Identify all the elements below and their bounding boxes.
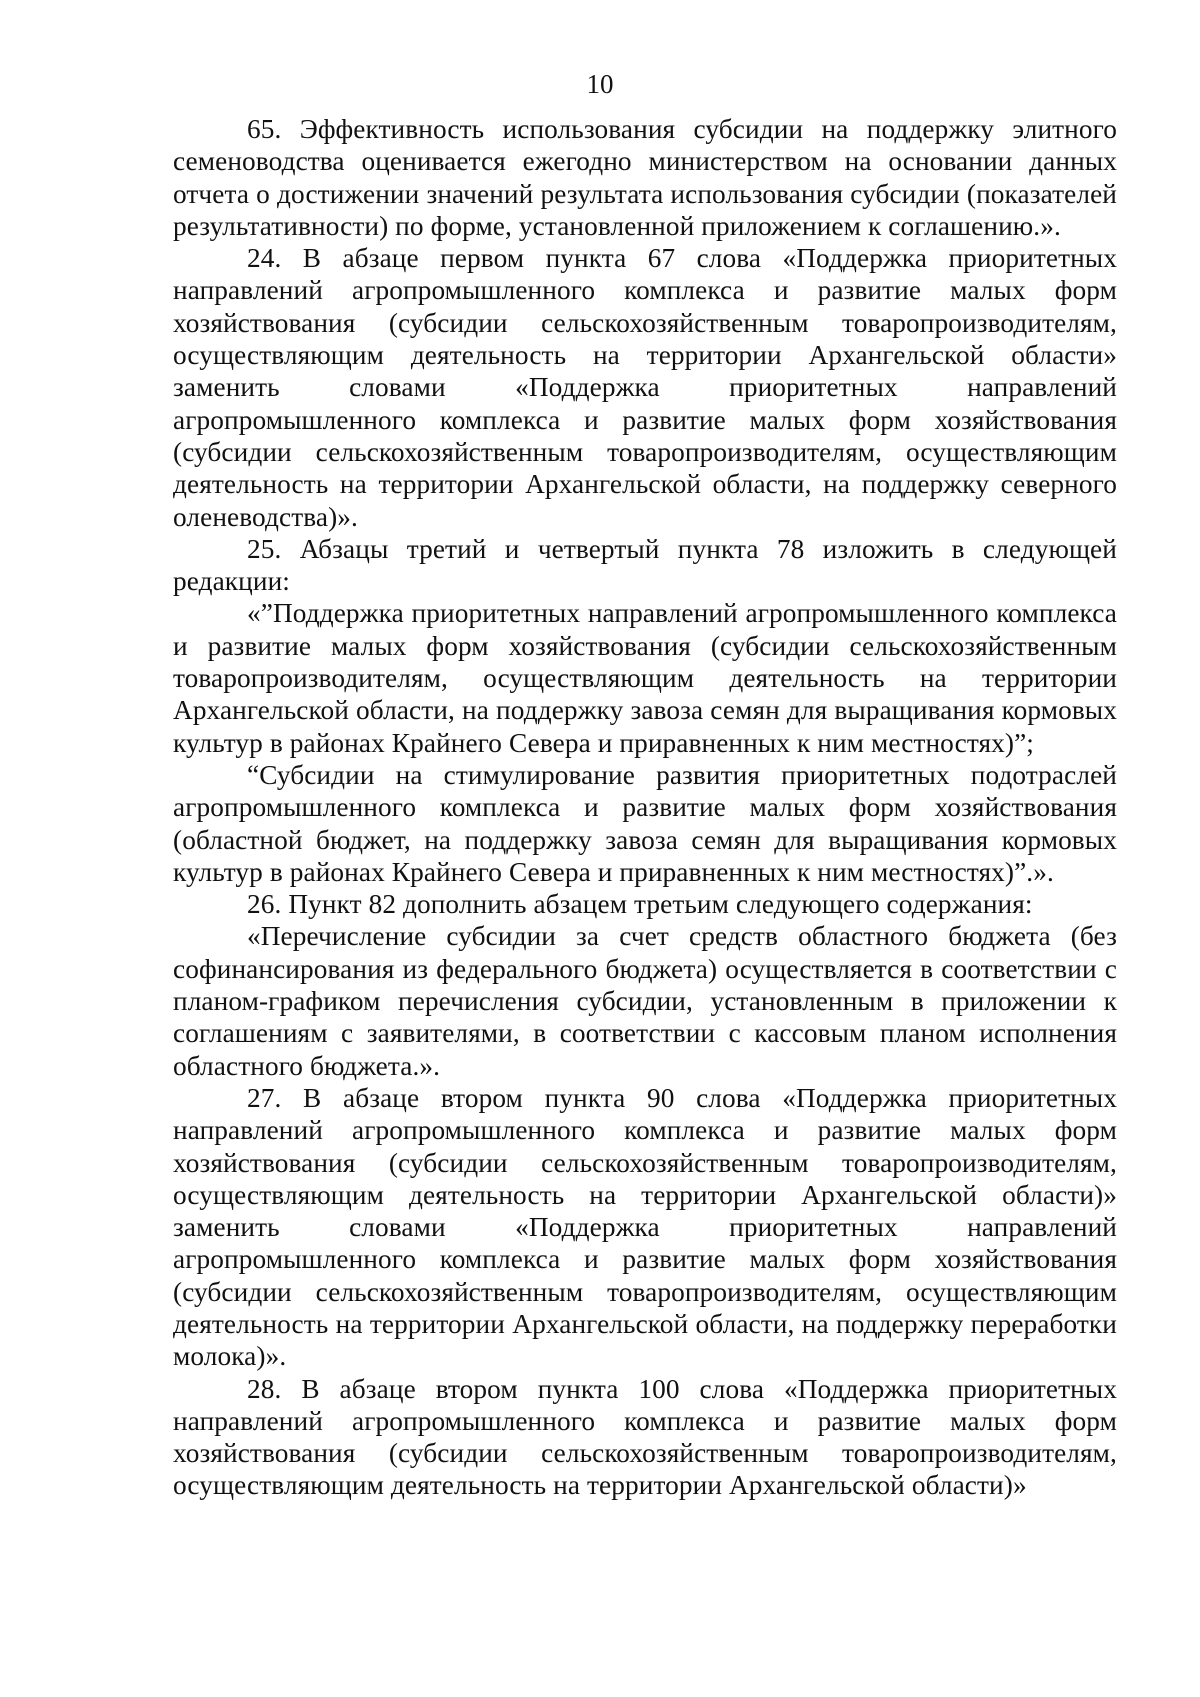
paragraph-27: 27. В абзаце втором пункта 90 слова «Поддержка приоритетных направлений агропромышленного комплекса и развитие малых форм хозяйствования (субсидии сельскохозяйственным товаропроизводителям, осуществляющим деятельность на территории Архангельской области)» заменить словами «Поддержка приоритетных направлений агропромышленного комплекса и развитие малых форм хозяйствования (субсидии сельскохозяйственным товаропроизводителям, осуществляющим деятельность на территории Архангельской области, на поддержку переработки молока)». xyxy=(173,1082,1117,1372)
paragraph-65: 65. Эффективность использования субсидии на поддержку элитного семеноводства оценивается ежегодно министерством на основании данных отчета о достижении значений результата использования субсидии (показателей результативности) по форме, установленной приложением к соглашению.». xyxy=(173,114,1117,241)
paragraph-28: 28. В абзаце втором пункта 100 слова «Поддержка приоритетных направлений агропромышленного комплекса и развитие малых форм хозяйствования (субсидии сельскохозяйственным товаропроизводителям, осуществляющим деятельность на территории Архангельской области)» xyxy=(173,1373,1117,1501)
paragraph-25-quote-2: “Субсидии на стимулирование развития приоритетных подотраслей агропромышленного комплекса и развитие малых форм хозяйствования (областной бюджет, на поддержку завоза семян для выращивания кормовых культур в районах Крайнего Севера и приравненных к ним местностях)”.». xyxy=(173,759,1117,887)
document-body xyxy=(173,113,1117,1502)
paragraph-26-quote: «Перечисление субсидии за счет средств областного бюджета (без софинансирования из федерального бюджета) осуществляется в соответствии с планом-графиком перечисления субсидии, установленным в приложении к соглашениям с заявителями, в соответствии с кассовым планом исполнения областного бюджета.». xyxy=(173,921,1117,1081)
paragraph-26: 26. Пункт 82 дополнить абзацем третьим следующего содержания: xyxy=(247,889,1033,920)
page-number: 10 xyxy=(586,69,614,99)
paragraph-24: 24. В абзаце первом пункта 67 слова «Поддержка приоритетных направлений агропромышленного комплекса и развитие малых форм хозяйствования (субсидии сельскохозяйственным товаропроизводителям, осуществляющим деятельность на территории Архангельской области» заменить словами «Поддержка приоритетных направлений агропромышленного комплекса и развитие малых форм хозяйствования (субсидии сельскохозяйственным товаропроизводителям, осуществляющим деятельность на территории Архангельской области, на поддержку северного оленеводства)». xyxy=(173,243,1117,532)
paragraph-25: 25. Абзацы третий и четвертый пункта 78 изложить в следующей редакции: xyxy=(173,533,1117,597)
paragraph-25-quote-1: «”Поддержка приоритетных направлений агропромышленного комплекса и развитие малых форм хозяйствования (субсидии сельскохозяйственным товаропроизводителям, осуществляющим деятельность на территории Архангельской области, на поддержку завоза семян для выращивания кормовых культур в районах Крайнего Севера и приравненных к ним местностях)”; xyxy=(173,598,1117,758)
